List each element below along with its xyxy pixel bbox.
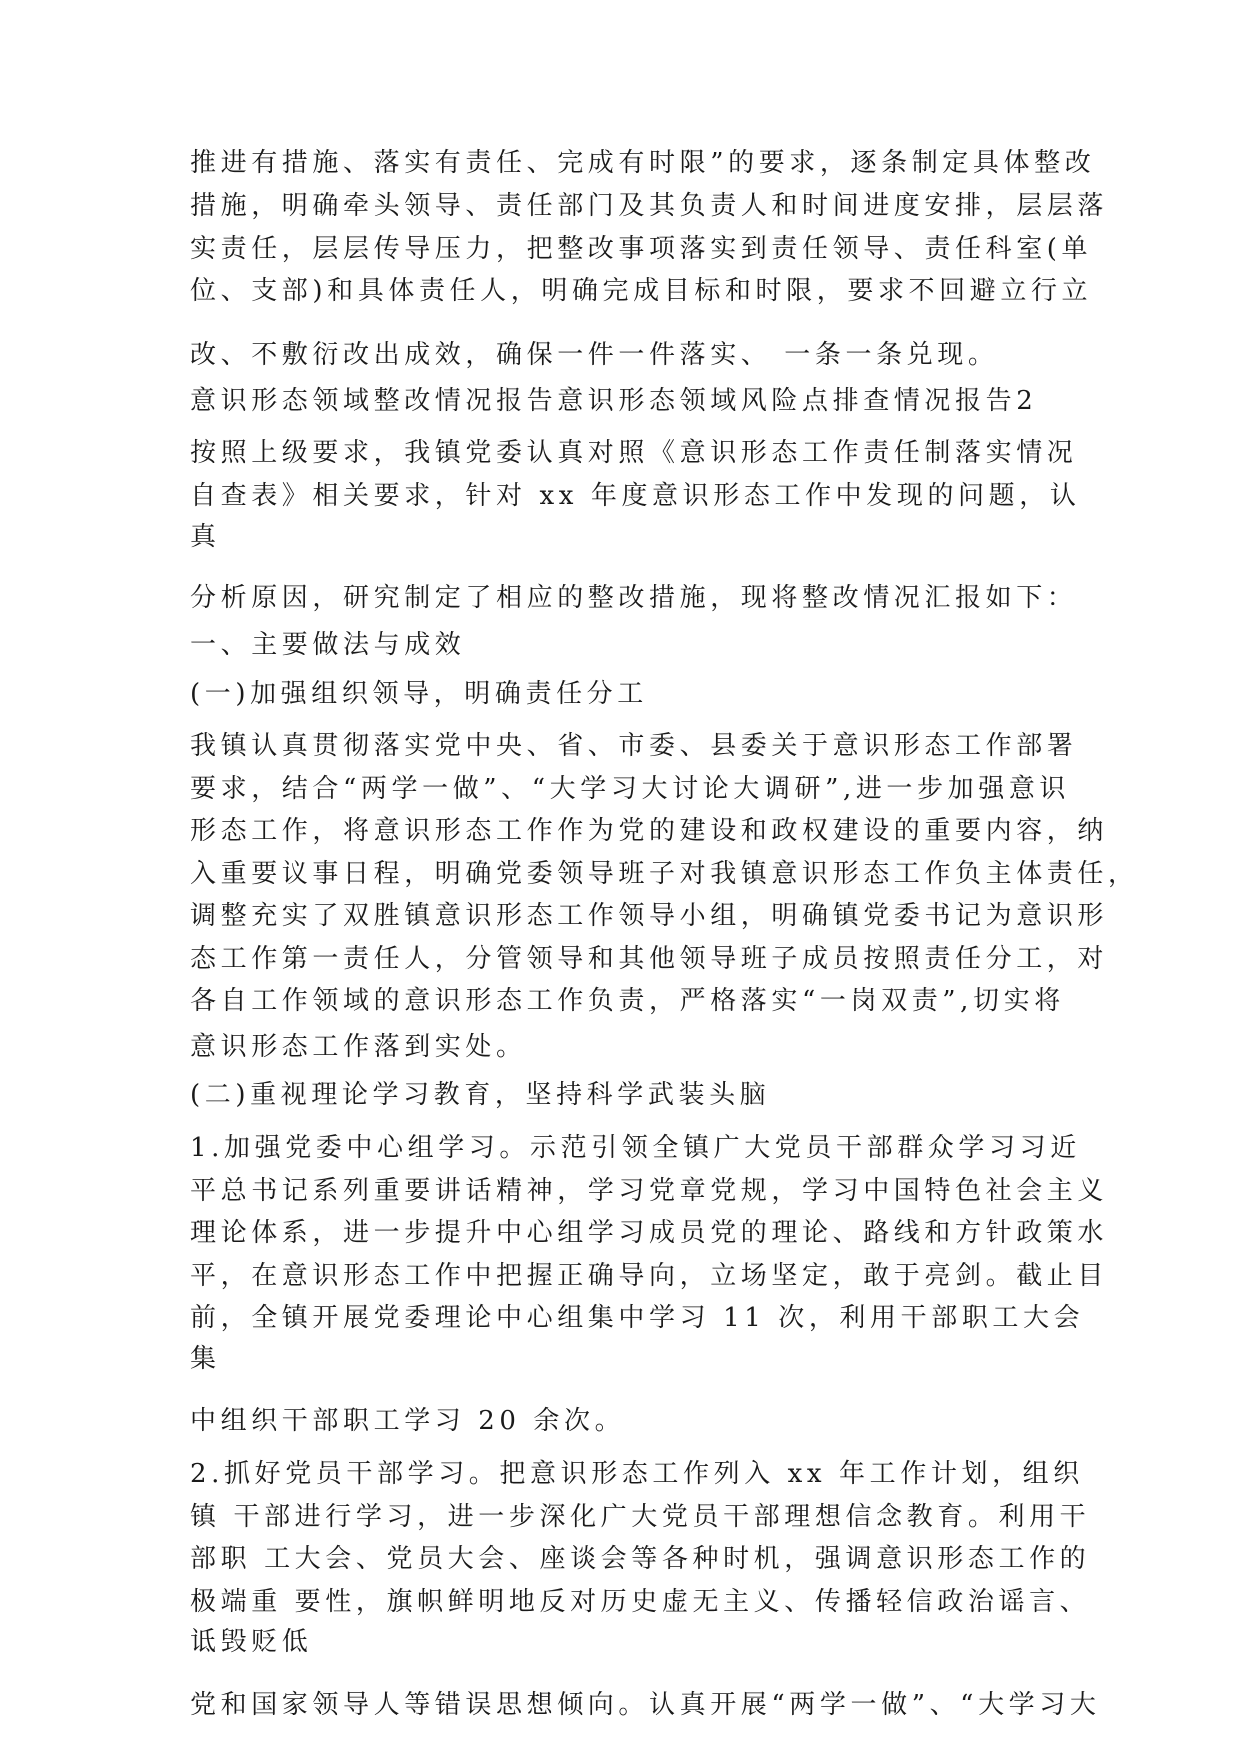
text-line: 2.抓好党员干部学习。把意识形态工作列入 xx 年工作计划，组织 (190, 1459, 1084, 1489)
text-line: 分析原因，研究制定了相应的整改措施，现将整改情况汇报如下： (190, 583, 1078, 613)
section-heading: 意识形态领域整改情况报告意识形态领域风险点排查情况报告2 (190, 386, 1038, 416)
text-line: 党和国家领导人等错误思想倾向。认真开展“两学一做”、“大学习大 (190, 1690, 1101, 1720)
text-line: 自查表》相关要求，针对 xx 年度意识形态工作中发现的问题，认 (190, 481, 1081, 511)
text-line: 极端重 要性，旗帜鲜明地反对历史虚无主义、传播轻信政治谣言、 (190, 1587, 1091, 1617)
text-line: 集 (190, 1344, 221, 1374)
text-line: 我镇认真贯彻落实党中央、省、市委、县委关于意识形态工作部署 (190, 731, 1078, 761)
text-line: 按照上级要求，我镇党委认真对照《意识形态工作责任制落实情况 (190, 438, 1078, 468)
text-line: 意识形态工作落到实处。 (190, 1032, 527, 1062)
text-line: 平总书记系列重要讲话精神，学习党章党规，学习中国特色社会主义 (190, 1176, 1109, 1206)
text-line: 推进有措施、落实有责任、完成有时限”的要求，逐条制定具体整改 (190, 148, 1096, 178)
text-line: 理论体系，进一步提升中心组学习成员党的理论、路线和方针政策水 (190, 1218, 1109, 1248)
text-line: 前，全镇开展党委理论中心组集中学习 11 次，利用干部职工大会 (190, 1303, 1085, 1333)
text-line: 平，在意识形态工作中把握正确导向，立场坚定，敢于亮剑。截止目 (190, 1261, 1109, 1291)
text-line: 诋毁贬低 (190, 1627, 313, 1657)
text-line: 中组织干部职工学习 20 余次。 (190, 1406, 626, 1436)
text-line: 1.加强党委中心组学习。示范引领全镇广大党员干部群众学习习近 (190, 1133, 1081, 1163)
text-line: 改、不敷衍改出成效，确保一件一件落实、 一条一条兑现。 (190, 340, 999, 370)
text-line: 镇 干部进行学习，进一步深化广大党员干部理想信念教育。利用干 (190, 1502, 1091, 1532)
text-line: 部职 工大会、党员大会、座谈会等各种时机，强调意识形态工作的 (190, 1544, 1091, 1574)
subsection-heading: (一)加强组织领导，明确责任分工 (190, 679, 648, 709)
text-line: 措施，明确牵头领导、责任部门及其负责人和时间进度安排，层层落 (190, 191, 1109, 221)
text-line: 要求，结合“两学一做”、“大学习大讨论大调研”,进一步加强意识 (190, 774, 1071, 804)
text-line: 实责任，层层传导压力，把整改事项落实到责任领导、责任科室(单 (190, 234, 1093, 264)
text-line: 调整充实了双胜镇意识形态工作领导小组，明确镇党委书记为意识形 (190, 901, 1109, 931)
section-heading: 一、主要做法与成效 (190, 630, 466, 660)
text-line: 位、支部)和具体责任人，明确完成目标和时限，要求不回避立行立 (190, 276, 1093, 306)
text-line: 各自工作领域的意识形态工作负责，严格落实“一岗双责”,切实将 (190, 986, 1065, 1016)
text-line: 态工作第一责任人，分管领导和其他领导班子成员按照责任分工，对 (190, 944, 1109, 974)
text-line: 真 (190, 522, 221, 552)
text-line: 入重要议事日程，明确党委领导班子对我镇意识形态工作负主体责任， (190, 859, 1139, 889)
text-line: 形态工作，将意识形态工作作为党的建设和政权建设的重要内容，纳 (190, 816, 1109, 846)
subsection-heading: (二)重视理论学习教育，坚持科学武装头脑 (190, 1080, 771, 1110)
